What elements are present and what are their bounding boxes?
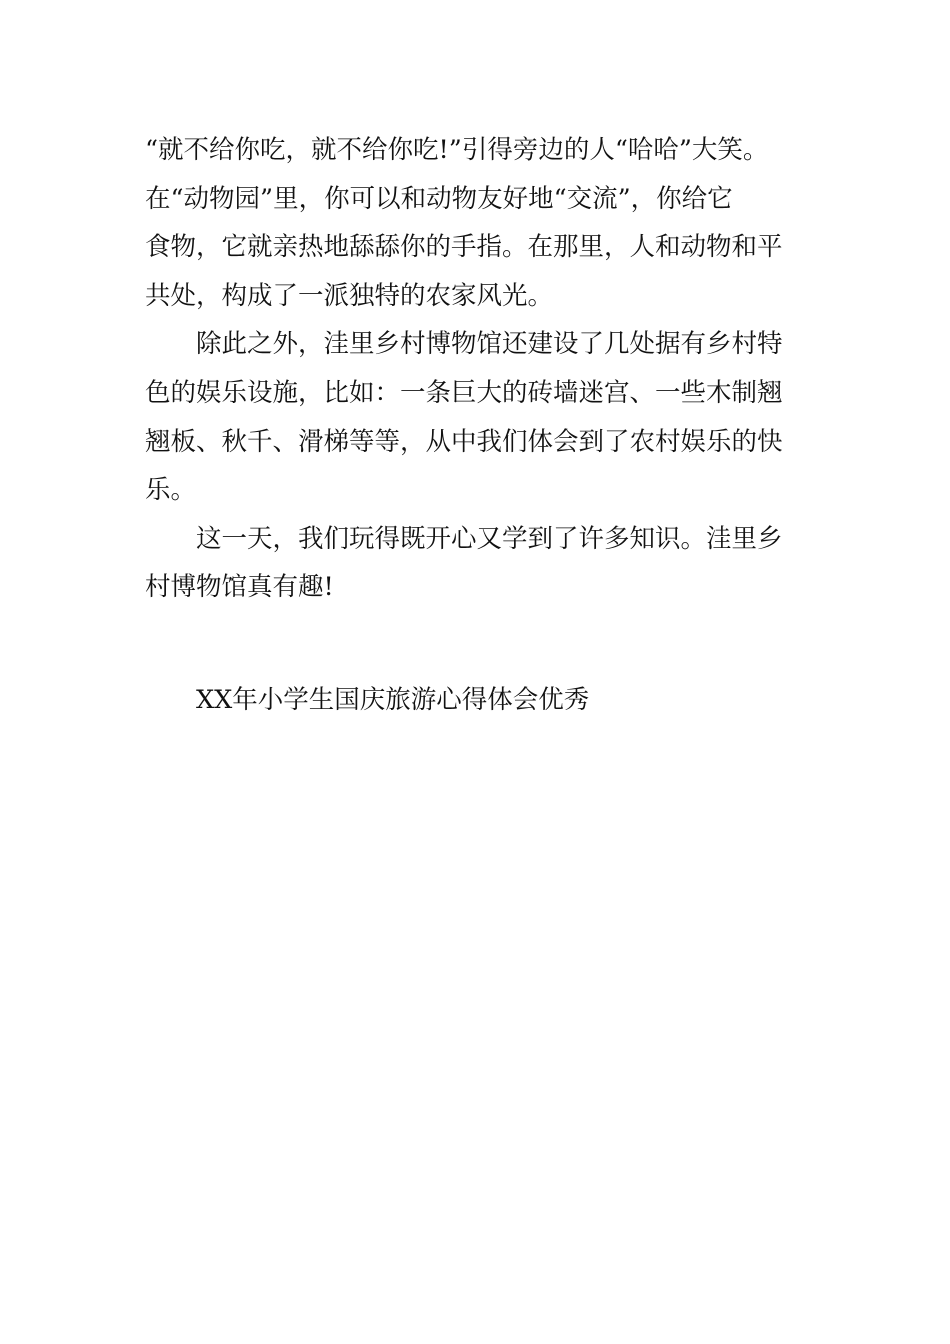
text-line: 村博物馆真有趣! — [145, 572, 334, 603]
text-line: 共处，构成了一派独特的农家风光。 — [145, 280, 554, 311]
text-line: 这一天，我们玩得既开心又学到了许多知识。洼里乡 — [196, 523, 783, 554]
text-line: 乐。 — [145, 475, 197, 506]
text-line: 食物，它就亲热地舔舔你的手指。在那里，人和动物和平 — [145, 232, 783, 263]
next-article-title: XX年小学生国庆旅游心得体会优秀 — [196, 685, 590, 715]
text-line: 在“动物园”里，你可以和动物友好地“交流”，你给它 — [145, 183, 733, 214]
text-line: 翘板、秋千、滑梯等等，从中我们体会到了农村娱乐的快 — [145, 426, 783, 457]
paragraph-3 — [145, 515, 810, 612]
text-line: 除此之外，洼里乡村博物馆还建设了几处据有乡村特 — [196, 329, 783, 360]
text-line: “就不给你吃，就不给你吃!”引得旁边的人“哈哈”大笑。 — [145, 135, 769, 165]
text-line: 色的娱乐设施，比如：一条巨大的砖墙迷宫、一些木制翘 — [145, 377, 783, 408]
paragraph-2 — [145, 320, 810, 514]
paragraph-1 — [145, 126, 810, 320]
essay-body — [145, 126, 810, 612]
